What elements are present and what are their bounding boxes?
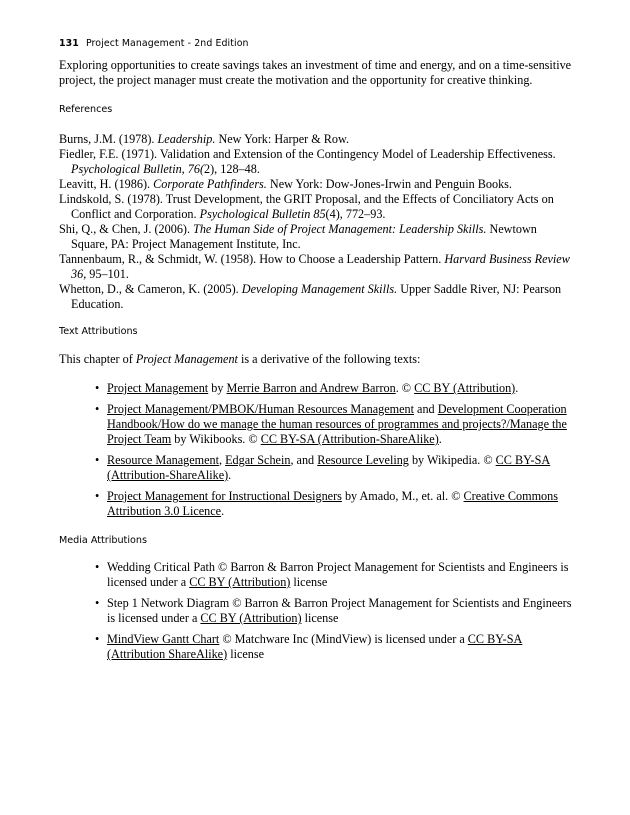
running-header (59, 38, 249, 49)
reference-item: Burns, J.M. (1978). Leadership. New York: Harper & Row. (59, 132, 350, 146)
license-link[interactable]: CC BY-SA (Attribution-ShareAlike) (260, 432, 439, 446)
page-number: 131 (59, 38, 79, 49)
source-link[interactable]: Resource Management (107, 453, 220, 467)
list-item: • Wedding Critical Path © Barron & Barron Project Management for Scientists and Engineers is licensed under a CC BY (Attribution) license (95, 560, 573, 590)
license-link[interactable]: CC BY (Attribution) (414, 381, 516, 395)
reference-item: Shi, Q., & Chen, J. (2006). The Human Side of Project Management: Leadership Skills. Newtown Square, PA: Project Management Institute, Inc. (59, 222, 537, 251)
source-link[interactable]: Development Cooperation Handbook/How do we manage the human resources of programmes and projects?/Manage the Project Team (107, 402, 567, 446)
author-link[interactable]: Merrie Barron and Andrew Barron (226, 381, 396, 395)
reference-item: Lindskold, S. (1978). Trust Development, the GRIT Proposal, and the Effects of Conciliatory Acts on Conflict and Corporation. Psychological Bulletin 85(4), 772–93. (59, 192, 554, 221)
media-link[interactable]: MindView Gantt Chart (107, 632, 220, 646)
reference-item: Tannenbaum, R., & Schmidt, W. (1958). How to Choose a Leadership Pattern. Harvard Business Review 36, 95–101. (59, 252, 570, 281)
list-item: • Project Management for Instructional Designers by Amado, M., et. al. © Creative Commons Attribution 3.0 Licence. (95, 489, 573, 519)
source-link[interactable]: Project Management (107, 381, 209, 395)
list-item: • Project Management by Merrie Barron and Andrew Barron. © CC BY (Attribution). (95, 381, 573, 396)
source-link[interactable]: Edgar Schein (225, 453, 291, 467)
references-heading: References (59, 104, 113, 115)
text-attributions-list (95, 381, 573, 525)
list-item: • Step 1 Network Diagram © Barron & Barron Project Management for Scientists and Engineers is licensed under a CC BY (Attribution) license (95, 596, 573, 626)
list-item: • MindView Gantt Chart © Matchware Inc (MindView) is licensed under a CC BY-SA (Attribution ShareAlike) license (95, 632, 573, 662)
text-attributions-lead: This chapter of Project Management is a derivative of the following texts: (59, 352, 421, 366)
list-item: • Project Management/PMBOK/Human Resources Management and Development Cooperation Handbook/How do we manage the human resources of programmes and projects?/Manage the Project Team by Wikibooks. © CC BY-SA (Attribution-ShareAlike). (95, 402, 573, 447)
license-link[interactable]: CC BY (Attribution) (189, 575, 291, 589)
license-link[interactable]: Creative Commons Attribution 3.0 Licence (107, 489, 558, 518)
license-link[interactable]: CC BY-SA (Attribution-ShareAlike) (107, 453, 551, 482)
license-link[interactable]: CC BY (Attribution) (200, 611, 302, 625)
license-link[interactable]: CC BY-SA (Attribution ShareAlike) (107, 632, 523, 661)
references-list (59, 132, 573, 312)
book-title: Project Management - 2nd Edition (85, 38, 249, 49)
reference-item: Leavitt, H. (1986). Corporate Pathfinders. New York: Dow-Jones-Irwin and Penguin Books. (59, 177, 512, 191)
text-attributions-heading: Text Attributions (59, 326, 138, 337)
source-link[interactable]: Project Management/PMBOK/Human Resources Management (107, 402, 414, 416)
reference-item: Whetton, D., & Cameron, K. (2005). Developing Management Skills. Upper Saddle River, NJ: Pearson Education. (59, 282, 562, 311)
media-attributions-heading: Media Attributions (59, 535, 147, 546)
reference-item: Fiedler, F.E. (1971). Validation and Extension of the Contingency Model of Leadership Effectiveness. Psychological Bulletin, 76(2), 128–48. (59, 147, 556, 176)
intro-paragraph: Exploring opportunities to create savings takes an investment of time and energy, and on a time-sensitive project, the project manager must create the motivation and the opportunity for creative thinking. (59, 58, 572, 87)
source-link[interactable]: Project Management for Instructional Designers (107, 489, 342, 503)
media-attributions-list (95, 560, 573, 668)
source-link[interactable]: Resource Leveling (317, 453, 409, 467)
list-item: • Resource Management, Edgar Schein, and Resource Leveling by Wikipedia. © CC BY-SA (Attribution-ShareAlike). (95, 453, 573, 483)
